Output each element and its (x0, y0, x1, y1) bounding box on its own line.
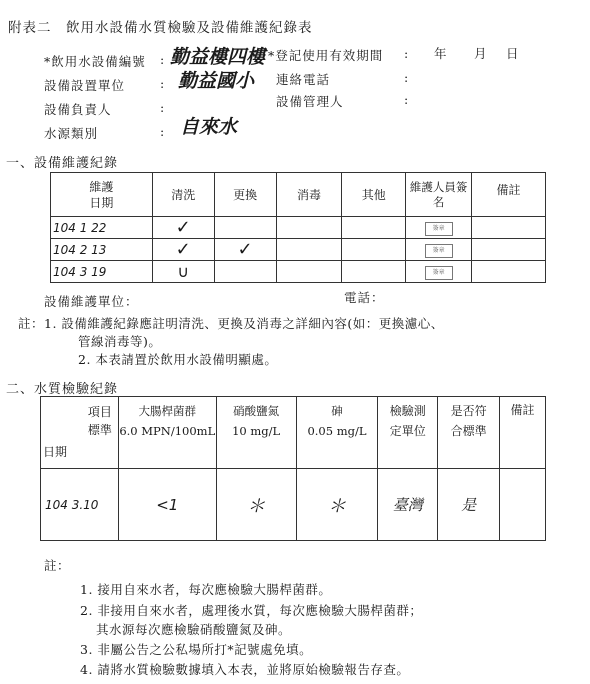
row-arsenic: ＊ (296, 469, 378, 541)
row-signer (406, 239, 472, 261)
col-item-header (41, 397, 119, 469)
maintenance-table (50, 172, 546, 283)
month-label: 月 (474, 46, 488, 61)
col-wash-header: 清洗 (152, 173, 214, 217)
row-wash: ✓ (152, 217, 214, 239)
row-signer (406, 217, 472, 239)
table-row (51, 239, 546, 261)
footer-note-1: 1. 接用自來水者，每次應檢驗大腸桿菌群。 (80, 582, 332, 597)
table-row (51, 261, 546, 283)
note-1b: 管線消毒等)。 (78, 334, 162, 349)
row-wash: ∪ (152, 261, 214, 283)
stamp-image: 簽章 (425, 266, 453, 280)
row-replace: ✓ (214, 239, 276, 261)
colon: : (404, 46, 410, 61)
row-date: 104 3.10 (41, 469, 119, 541)
row-wash: ✓ (152, 239, 214, 261)
colon: : (404, 70, 410, 85)
item-label: 項目 (87, 405, 112, 419)
row-other (342, 239, 406, 261)
footer-note-2b: 其水源每次應檢驗硝酸鹽氮及砷。 (96, 622, 292, 637)
row-other (342, 217, 406, 239)
row-disinfect (276, 261, 342, 283)
footer-note-label: 註： (44, 558, 71, 573)
row-disinfect (276, 239, 342, 261)
page-title: 附表二 飲用水設備水質檢驗及設備維護紀錄表 (8, 20, 313, 36)
section1-title: 一、設備維護紀錄 (6, 156, 119, 171)
col-signer-header: 維護人員簽名 (406, 173, 472, 217)
year-label: 年 (434, 46, 448, 61)
row-date: 104 2 13 (51, 239, 153, 261)
footer-note-4: 4. 請將水質檢驗數據填入本表，並將原始檢驗報告存查。 (80, 662, 410, 677)
maintenance-phone-label: 電話： (344, 290, 385, 305)
table-row (41, 469, 546, 541)
stamp-image: 簽章 (425, 244, 453, 258)
water-quality-table (40, 396, 546, 541)
responsible-label: 設備負責人 (44, 102, 112, 117)
water-source-value: 自來水 (180, 116, 238, 138)
colon: : (404, 92, 410, 107)
row-remark (472, 217, 546, 239)
row-remark (472, 261, 546, 283)
row-remark (500, 469, 546, 541)
note-prefix: 註： (18, 316, 45, 331)
col-nitrate-header: 硝酸鹽氮 10 mg/L (216, 397, 296, 469)
footer-note-3: 3. 非屬公告之公私場所打*記號處免填。 (80, 642, 313, 657)
col-other-header: 其他 (342, 173, 406, 217)
std-label: 標準 (87, 423, 112, 437)
section2-title: 二、水質檢驗紀錄 (6, 382, 119, 397)
colon: : (160, 52, 166, 67)
col-lab-header: 檢驗測 定單位 (378, 397, 438, 469)
row-other (342, 261, 406, 283)
manager-label: 設備管理人 (276, 94, 344, 109)
col-date-header: 維護 日期 (51, 173, 153, 217)
equipment-no-label: *飲用水設備編號 (44, 54, 146, 69)
col-comply-header: 是否符 合標準 (438, 397, 500, 469)
col-arsenic-header: 砷 0.05 mg/L (296, 397, 378, 469)
water-source-label: 水源類別 (44, 126, 99, 141)
col-remark-header: 備註 (472, 173, 546, 217)
footer-note-2: 2. 非接用自來水者，處理後水質，每次應檢驗大腸桿菌群； (80, 603, 423, 618)
row-comply: 是 (438, 469, 500, 541)
date-label: 日期 (43, 445, 68, 459)
phone-label: 連絡電話 (276, 72, 331, 87)
row-disinfect (276, 217, 342, 239)
install-unit-value: 勤益國小 (178, 70, 255, 92)
table-row (51, 217, 546, 239)
colon: : (160, 76, 166, 91)
row-replace (214, 217, 276, 239)
row-date: 104 3 19 (51, 261, 153, 283)
valid-period-label: *登記使用有效期間 (268, 48, 384, 63)
col-coliform-header: 大腸桿菌群 6.0 MPN/100mL (118, 397, 216, 469)
row-remark (472, 239, 546, 261)
row-date: 104 1 22 (51, 217, 153, 239)
maintenance-unit-label: 設備維護單位： (44, 294, 139, 309)
equipment-no-value: 勤益樓四樓 (170, 46, 266, 68)
stamp-image: 簽章 (425, 222, 453, 236)
day-label: 日 (506, 46, 520, 61)
row-lab: 臺灣 (378, 469, 438, 541)
row-coliform: <1 (118, 469, 216, 541)
note-2: 2. 本表請置於飲用水設備明顯處。 (78, 352, 278, 367)
col-replace-header: 更換 (214, 173, 276, 217)
colon: : (160, 124, 166, 139)
note-1: 1. 設備維護紀錄應註明清洗、更換及消毒之詳細內容(如：更換濾心、 (44, 316, 444, 331)
colon: : (160, 100, 166, 115)
install-unit-label: 設備設置單位 (44, 78, 126, 93)
row-signer (406, 261, 472, 283)
row-replace (214, 261, 276, 283)
col-remark-header: 備註 (500, 397, 546, 469)
row-nitrate: ＊ (216, 469, 296, 541)
col-disinfect-header: 消毒 (276, 173, 342, 217)
